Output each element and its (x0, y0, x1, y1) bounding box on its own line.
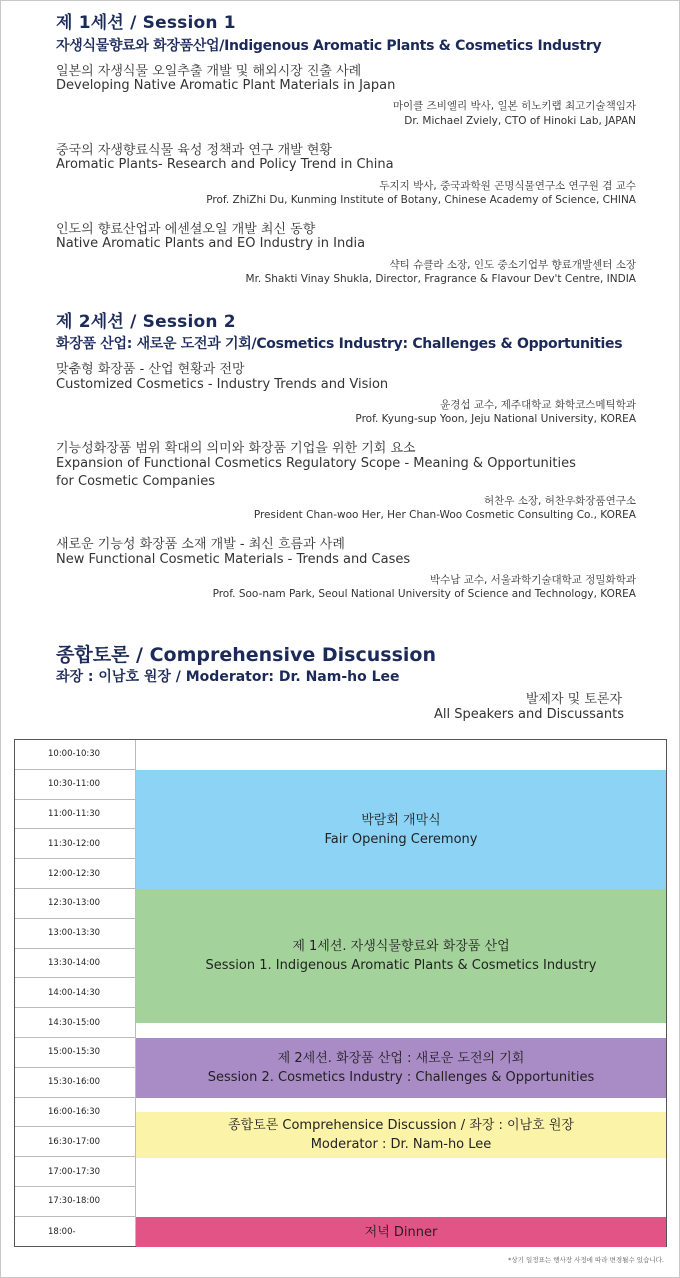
session1-talk2-title-en: Aromatic Plants- Research and Policy Trend in China (56, 157, 394, 172)
discussion-title: 종합토론 / Comprehensive Discussion (56, 644, 436, 666)
block-session1 (136, 889, 666, 1023)
session2-talk1-speaker-en: Prof. Kyung-sup Yoon, Jeju National University, KOREA (355, 413, 636, 425)
session1-talk3-title-ko: 인도의 향료산업과 에센셜오일 개발 최신 동향 (56, 222, 316, 237)
block-opening-ceremony (136, 770, 666, 889)
session2-talk2-speaker-ko: 허찬우 소장, 허찬우화장품연구소 (483, 495, 636, 507)
time-slot: 17:30-18:00 (15, 1187, 135, 1217)
block-dinner (136, 1217, 666, 1247)
block-line-ko: 박람회 개막식 (361, 812, 441, 828)
block-session2 (136, 1038, 666, 1098)
block-line-ko: 제 2세션. 화장품 산업 : 새로운 도전의 기회 (277, 1051, 525, 1066)
time-slot: 16:00-16:30 (15, 1098, 135, 1128)
session2-talk3-title-ko: 새로운 기능성 화장품 소재 개발 - 최신 흐름과 사례 (56, 537, 345, 552)
session1-talk2-title-ko: 중국의 자생향료식물 육성 정책과 연구 개발 현황 (56, 143, 332, 158)
session1-subtitle: 자생식물향료와 화장품산업/Indigenous Aromatic Plants & Cosmetics Industry (56, 38, 602, 54)
time-slot: 15:30-16:00 (15, 1068, 135, 1098)
session2-talk3-speaker-ko: 박수남 교수, 서울과학기술대학교 정밀화학과 (429, 574, 636, 586)
session2-subtitle: 화장품 산업: 새로운 도전과 기회/Cosmetics Industry: Challenges & Opportunities (56, 336, 623, 352)
time-slot: 11:30-12:00 (15, 829, 135, 859)
time-slot: 12:30-13:00 (15, 889, 135, 919)
session1-talk2-speaker-en: Prof. ZhiZhi Du, Kunming Institute of Botany, Chinese Academy of Science, CHINA (206, 194, 636, 206)
session1-talk1-speaker-ko: 마이클 즈비엘리 박사, 일본 히노키랩 최고기술책임자 (392, 100, 636, 112)
session2-talk3-speaker-en: Prof. Soo-nam Park, Seoul National University of Science and Technology, KOREA (212, 588, 636, 600)
block-line-ko: 종합토론 Comprehensice Discussion / 좌장 : 이남호 원장 (228, 1118, 574, 1133)
time-slot: 13:00-13:30 (15, 919, 135, 949)
session2-talk3-title-en: New Functional Cosmetic Materials - Trends and Cases (56, 552, 411, 567)
session1-talk3-title-en: Native Aromatic Plants and EO Industry in India (56, 236, 366, 251)
time-slot: 16:30-17:00 (15, 1127, 135, 1157)
session2-heading: 제 2세션 / Session 2 (56, 312, 236, 332)
time-slot: 14:30-15:00 (15, 1008, 135, 1038)
session1-talk1-title-ko: 일본의 자생식물 오일추출 개발 및 해외시장 진출 사례 (56, 64, 362, 79)
session1-talk1-title-en: Developing Native Aromatic Plant Materials in Japan (56, 78, 396, 93)
block-line-en: Moderator : Dr. Nam-ho Lee (310, 1137, 492, 1152)
time-slot: 12:00-12:30 (15, 859, 135, 889)
time-slot: 13:30-14:00 (15, 949, 135, 979)
time-slot: 17:00-17:30 (15, 1157, 135, 1187)
session2-talk2-title-en-cont: for Cosmetic Companies (56, 474, 215, 489)
session2-talk1-title-en: Customized Cosmetics - Industry Trends and Vision (56, 377, 389, 392)
session2-talk2-title-ko: 기능성화장품 범위 확대의 의미와 화장품 기업을 위한 기회 요소 (56, 441, 416, 456)
session2-talk1-title-ko: 맞춤형 화장품 - 산업 현황과 전망 (56, 362, 245, 377)
schedule-footnote: *상기 일정표는 행사장 사정에 따라 변경될수 있습니다. (508, 1256, 664, 1264)
block-line-en: Session 2. Cosmetics Industry : Challenges & Opportunities (207, 1070, 595, 1085)
session1-heading: 제 1세션 / Session 1 (56, 13, 236, 33)
discussion-speakers-ko: 발제자 및 토론자 (525, 692, 622, 707)
session1-talk2-speaker-ko: 두지지 박사, 중국과학원 곤명식물연구소 연구원 겸 교수 (379, 180, 636, 192)
session2-talk2-title-en: Expansion of Functional Cosmetics Regulatory Scope - Meaning & Opportunities (56, 456, 576, 471)
time-slot: 18:00- (48, 1226, 76, 1237)
block-discussion (136, 1112, 666, 1158)
block-line-en: Session 1. Indigenous Aromatic Plants & Cosmetics Industry (205, 958, 597, 973)
session1-talk3-speaker-en: Mr. Shakti Vinay Shukla, Director, Fragrance & Flavour Dev't Centre, INDIA (245, 273, 636, 285)
session2-talk2-speaker-en: President Chan-woo Her, Her Chan-Woo Cosmetic Consulting Co., KOREA (253, 509, 636, 521)
block-line-ko: 제 1세션. 자생식물향료와 화장품 산업 (292, 939, 510, 954)
time-slot: 14:00-14:30 (15, 978, 135, 1008)
block-line-en: Fair Opening Ceremony (324, 831, 478, 847)
session1-talk1-speaker-en: Dr. Michael Zviely, CTO of Hinoki Lab, JAPAN (404, 115, 636, 127)
time-slot: 15:00-15:30 (15, 1038, 135, 1068)
time-slot: 10:30-11:00 (15, 770, 135, 800)
discussion-moderator: 좌장 : 이남호 원장 / Moderator: Dr. Nam-ho Lee (56, 669, 400, 685)
time-slot: 11:00-11:30 (15, 800, 135, 830)
time-slot: 10:00-10:30 (15, 740, 135, 770)
schedule-table (14, 739, 667, 1247)
block-line-ko: 저녁 Dinner (364, 1224, 438, 1240)
session1-talk3-speaker-ko: 샥티 슈클라 소장, 인도 중소기업부 향료개발센터 소장 (389, 259, 636, 271)
session2-talk1-speaker-ko: 윤경섭 교수, 제주대학교 화학코스메틱학과 (440, 399, 636, 411)
discussion-speakers-en: All Speakers and Discussants (433, 707, 624, 722)
